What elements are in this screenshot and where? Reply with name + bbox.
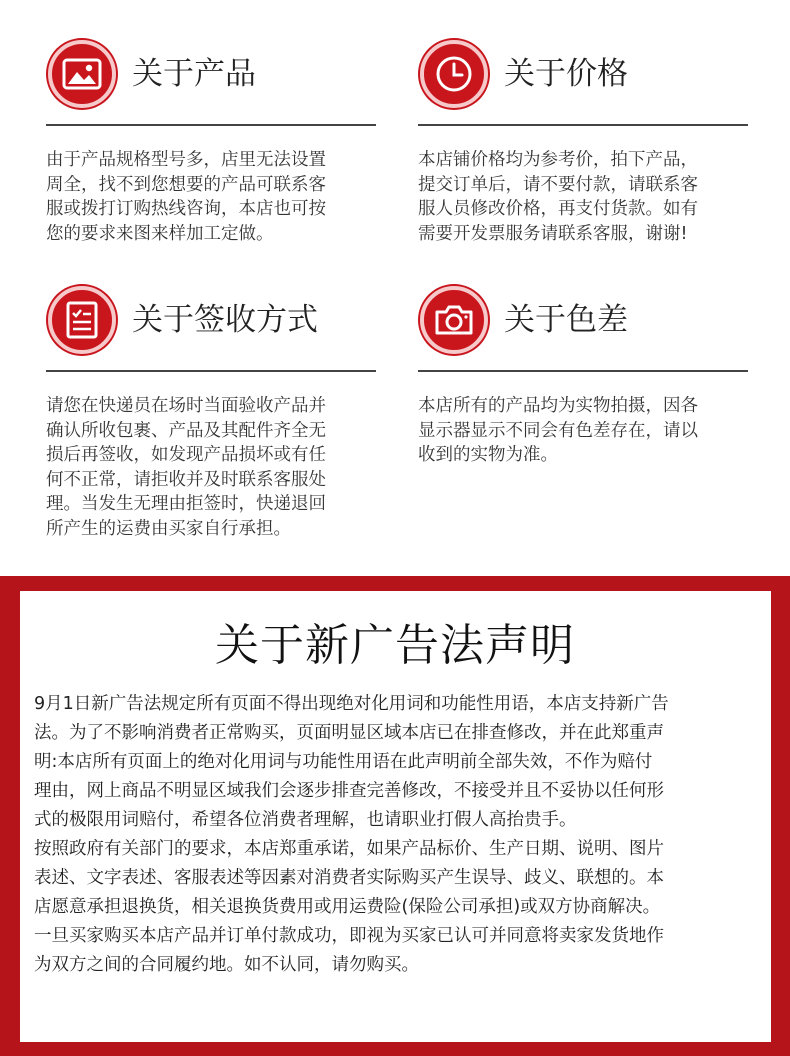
text-line: 服或拨打订购热线咨询，本店也可按	[46, 199, 326, 219]
text-line: 店愿意承担退换货，相关退换货费用或用运费险(保险公司承担)或双方协商解决。	[34, 897, 661, 917]
text-line: 请您在快递员在场时当面验收产品并	[46, 396, 326, 416]
block-text	[46, 148, 376, 246]
text-line: 确认所收包裹、产品及其配件齐全无	[46, 420, 326, 441]
info-block-price	[418, 40, 748, 244]
clock-icon	[420, 40, 488, 108]
divider	[46, 124, 376, 126]
block-title: 关于产品	[132, 56, 256, 92]
text-line: 按照政府有关部门的要求，本店郑重承诺，如果产品标价、生产日期、说明、图片	[34, 839, 664, 859]
text-line: 理由，网上商品不明显区域我们会逐步排查完善修改，不接受并且不妥协以任何形	[34, 781, 664, 801]
text-line: 为双方之间的合同履约地。如不认同，请勿购买。	[34, 955, 419, 975]
text-line: 需要开发票服务请联系客服，谢谢!	[418, 223, 688, 244]
text-line: 本店所有的产品均为实物拍摄，因各	[418, 396, 698, 416]
text-line: 提交订单后，请不要付款，请联系客	[418, 174, 698, 195]
block-header	[46, 286, 376, 358]
block-header	[46, 40, 376, 112]
declaration-title: 关于新广告法声明	[215, 620, 575, 671]
text-line: 一旦买家购买本店产品并订单付款成功，即视为买家已认可并同意将卖家发货地作	[34, 926, 664, 946]
info-block-product	[46, 40, 376, 244]
text-line: 周全，找不到您想要的产品可联系客	[46, 174, 326, 195]
text-line: 收到的实物为准。	[418, 445, 558, 465]
divider	[418, 124, 748, 126]
camera-icon	[420, 286, 488, 354]
text-line: 损后再签收，如发现产品损坏或有任	[46, 445, 326, 465]
block-text	[418, 148, 748, 246]
block-text	[418, 394, 748, 468]
text-line: 法。为了不影响消费者正常购买，页面明显区域本店已在排查修改，并在此郑重声	[34, 723, 664, 743]
block-header	[418, 40, 748, 112]
declaration-text	[34, 690, 758, 980]
text-line: 显示器显示不同会有色差存在，请以	[418, 420, 698, 441]
text-line: 明:本店所有页面上的绝对化用词与功能性用语在此声明前全部失效，不作为赔付	[34, 752, 653, 772]
block-text	[46, 394, 376, 541]
text-line: 理。当发生无理由拒签时，快递退回	[46, 494, 326, 514]
info-block-signing	[46, 286, 376, 539]
block-title: 关于签收方式	[132, 302, 318, 338]
info-block-color	[418, 286, 748, 465]
text-line: 本店铺价格均为参考价，拍下产品，	[418, 150, 698, 170]
text-line: 式的极限用词赔付，希望各位消费者理解，也请职业打假人高抬贵手。	[34, 810, 577, 830]
text-line: 何不正常，请拒收并及时联系客服处	[46, 469, 326, 490]
block-header	[418, 286, 748, 358]
text-line: 由于产品规格型号多，店里无法设置	[46, 150, 326, 170]
image-icon	[48, 40, 116, 108]
text-line: 9月1日新广告法规定所有页面不得出现绝对化用词和功能性用语，本店支持新广告	[34, 694, 669, 714]
block-title: 关于价格	[504, 56, 628, 92]
text-line: 服人员修改价格，再支付货款。如有	[418, 199, 698, 219]
divider	[418, 370, 748, 372]
divider	[46, 370, 376, 372]
text-line: 您的要求来图来样加工定做。	[46, 223, 274, 244]
text-line: 所产生的运费由买家自行承担。	[46, 518, 291, 539]
text-line: 表述、文字表述、客服表述等因素对消费者实际购买产生误导、歧义、联想的。本	[34, 868, 664, 888]
document-check-icon	[48, 286, 116, 354]
block-title: 关于色差	[504, 302, 628, 338]
